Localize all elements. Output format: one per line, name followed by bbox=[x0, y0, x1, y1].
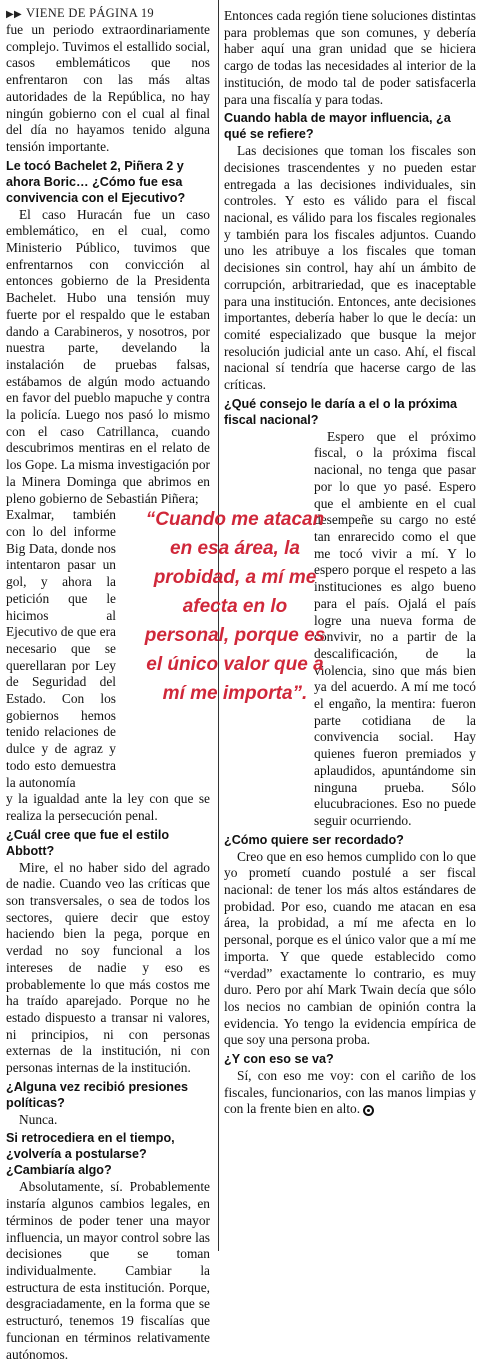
continued-arrows-icon: ▶▶ bbox=[6, 9, 22, 20]
paragraph: Nunca. bbox=[19, 1111, 58, 1127]
paragraph: Entonces cada región tiene soluciones distintas para problemas que son comunes, y debería haber aquí una gran unidad que se hiciera cargo de todas las necesidades al interior de la institución, de modo tal de poder satisfacerla para una fiscalía y para todas. bbox=[224, 8, 476, 107]
paragraph-final bbox=[224, 1068, 476, 1118]
question: ¿Cuál cree que fue el estilo Abbott? bbox=[6, 827, 170, 858]
question: Cuando habla de mayor influencia, ¿a qué se refiere? bbox=[224, 111, 451, 142]
paragraph: El caso Huracán fue un caso emblemático, en el cual, como Ministerio Público, tuvimos que enfrentarnos con convicción al entonces gobierno de la Presidenta Bachelet. Hubo una tensión muy fuerte por el respaldo que le estaban dando a Carabineros, y nosotros, por nuestra parte, develando la instalación de pruebas falsas, estábamos de algún modo actuando en favor del pueblo mapuche y contra la policía. Luego nos pasó lo mismo con el caso Catrillanca, cuando descubrimos mentiras en el relato de los Gope. La misma investigación por la Minera Dominga que abrimos en pleno gobierno de Sebastián Piñera; bbox=[6, 206, 210, 506]
paragraph: Absolutamente, sí. Probablemente instaría algunos cambios legales, en términos de poder tener una mayor influencia, un mayor control sobre las decisiones que se toman individualmente. Cambiar la estructura de esta institución. Porque, desgraciadamente, en la forma que se estructuró, tenemos 19 fiscalías que funcionan en términos relativamente autónomos. bbox=[6, 1179, 210, 1362]
paragraph: Las decisiones que toman los fiscales son decisiones trascendentes y no pueden estar entregada a las decisiones individuales, sin controles. Y esto es válido para el fiscal nacional, es válido para los fiscales regionales y también para los fiscales adjuntos. Cuando uno les atribuye a los fiscales que toman decisiones sin control, hay ahí un ámbito de corrupción, arbitrariedad, que es inaceptable para una institución. Entonces, ante decisiones importantes, debería haber lo que le decía: un comité especializado que busque la mejor resolución judicial ante un caso. Ahí, el fiscal nacional sí tendría que hacerse cargo de las críticas. bbox=[224, 143, 476, 393]
paragraph-wrapped: Espero que el próximo fiscal, o la próxima fiscal nacional, no tenga que pasar por lo que yo pasé. Espero que el ambiente en el cual desempeñe su cargo no esté tan enrarecido como el que me tocó vivir a mí. Y lo espero porque el respeto a las instituciones es algo bueno para el país. Ojalá el país logre una nueva forma de convivir, no a partir de la descalificación, de la violencia, sino que más bien ya del acuerdo. A mí me tocó el engaño, la mentira: fueron parte cotidiana de la convivencia social. Hay quienes fueron premiados y aplaudidos, apuntándome sin ninguna prueba. Sólo elucubraciones. Eso no puede seguir ocurriendo. bbox=[314, 428, 476, 828]
end-of-article-icon bbox=[363, 1105, 374, 1116]
question: ¿Y con eso se va? bbox=[224, 1052, 334, 1067]
final-text: Sí, con eso me voy: con el cariño de los fiscales, funcionarios, con las manos limpias y con la frente bien en alto. bbox=[224, 1068, 476, 1117]
question: ¿Qué consejo le daría a el o la próxima fiscal nacional? bbox=[224, 396, 458, 427]
question: ¿Alguna vez recibió presiones políticas? bbox=[6, 1079, 188, 1110]
paragraph: Mire, el no haber sido del agrado de nadie. Cuando veo las críticas que son transversales, o sea de todos los sectores, quiere decir que estoy haciendo bien la pega, porque en verdad no soy funcional a los intereses de nadie y eso es probablemente lo que más costos me ha traído aparejado. Porque no he estado dispuesto a transar ni valores, ni principios, ni con personas externas de la institución, ni con personas internas de la institución. bbox=[6, 859, 210, 1076]
question: Le tocó Bachelet 2, Piñera 2 y ahora Boric… ¿Cómo fue esa convivencia con el Ejecutivo? bbox=[6, 158, 186, 205]
question: ¿Cómo quiere ser recordado? bbox=[224, 832, 404, 847]
paragraph-wrapped: Exalmar, también con lo del informe Big Data, donde nos intentaron pasar un gol, y ahora la petición que le hicimos al Ejecutivo de que era necesario que se querellaran por Ley de Seguridad del Estado. Con los gobiernos hemos tenido relaciones de dulce y de agraz y todo esto demuestra la autonomía bbox=[6, 507, 116, 790]
question: Si retrocediera en el tiempo, ¿volvería a postularse? ¿Cambiaría algo? bbox=[6, 1131, 175, 1178]
paragraph: Creo que en eso hemos cumplido con lo que yo prometí cuando postulé a ser fiscal nacional: de tener los más altos estándares de probidad. Por eso, cuando me atacan en esa área, la probidad, a mí me afecta en lo personal, porque es el único valor que a mí me importa. Y que quede establecido como “verdad” exactamente lo contrario, es muy duro. Pero por ahí Mark Twain decía que sólo los necios no cambian de opinión contra la evidencia. Yo tengo la evidencia empírica de que soy una persona proba. bbox=[224, 848, 476, 1048]
continued-from-label: VIENE DE PÁGINA 19 bbox=[25, 6, 154, 20]
pull-quote: “Cuando me atacan en esa área, la probidad, a mí me afecta en lo personal, porque es el único valor que a mí me importa”. bbox=[144, 509, 326, 704]
paragraph: y la igualdad ante la ley con que se realiza la persecución penal. bbox=[6, 791, 210, 823]
paragraph: fue un periodo extraordinariamente complejo. Tuvimos el estallido social, casos emblemáticos que nos enfrentaron con las más altas autoridades de la República, no hay ningún gobierno con el cual al final del día no hayamos tenido alguna tensión importante. bbox=[6, 22, 210, 154]
page-header bbox=[6, 6, 154, 21]
